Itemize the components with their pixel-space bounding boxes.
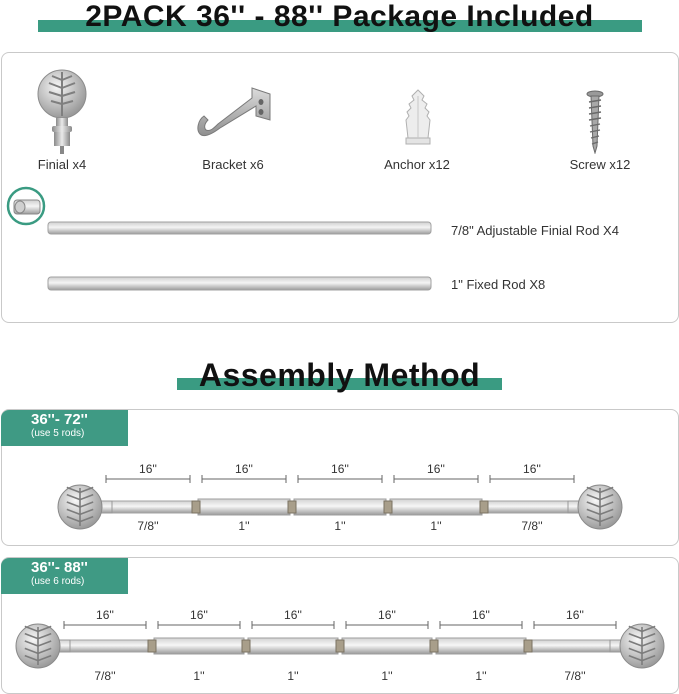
anchor-icon <box>400 88 436 150</box>
fixed-rod-section <box>248 638 338 654</box>
range-badge-2 <box>1 558 128 594</box>
anchor-label: Anchor x12 <box>384 157 450 172</box>
diameter-label: 1'' <box>334 519 346 533</box>
rod-connector <box>242 640 250 652</box>
adjustable-finial-rod <box>48 222 431 234</box>
length-label: 16'' <box>472 608 490 622</box>
fixed-rod-section <box>154 638 244 654</box>
length-label: 16'' <box>331 462 349 476</box>
diameter-label: 1'' <box>430 519 442 533</box>
length-label: 16'' <box>378 608 396 622</box>
fixed-rod-section <box>390 499 482 515</box>
screw-icon <box>585 90 605 154</box>
bracket-label: Bracket x6 <box>202 157 264 172</box>
diameter-label: 1'' <box>193 669 205 683</box>
range-badge-1 <box>1 410 128 446</box>
assembly-diagram-6-rods <box>0 603 679 691</box>
assembly-title: Assembly Method <box>198 357 481 393</box>
rod-connector <box>430 640 438 652</box>
fixed-rod-section <box>436 638 526 654</box>
fixed-rod-section <box>198 499 290 515</box>
rod-connector <box>148 640 156 652</box>
length-label: 16'' <box>139 462 157 476</box>
rod-connector <box>336 640 344 652</box>
rod-connector <box>384 501 392 513</box>
length-label: 16'' <box>566 608 584 622</box>
finial-ball-icon <box>16 624 70 668</box>
adjustable-rod-label: 7/8" Adjustable Finial Rod X4 <box>451 223 619 238</box>
length-label: 16'' <box>284 608 302 622</box>
rod-connector <box>524 640 532 652</box>
diameter-label: 7/8'' <box>521 519 543 533</box>
diameter-label: 7/8'' <box>137 519 159 533</box>
length-label: 16'' <box>427 462 445 476</box>
rod-connector <box>192 501 200 513</box>
finial-ball-icon <box>610 624 664 668</box>
assembly-diagram-5-rods <box>0 455 679 540</box>
rod-end-magnifier-icon <box>8 188 44 224</box>
rods-note-1: (use 5 rods) <box>31 428 85 439</box>
diameter-label: 7/8'' <box>564 669 586 683</box>
rod-connector <box>288 501 296 513</box>
range-text-2: 36''- 88'' <box>31 559 88 576</box>
diameter-label: 1'' <box>381 669 393 683</box>
bracket-icon <box>190 84 274 148</box>
length-label: 16'' <box>190 608 208 622</box>
diameter-label: 7/8'' <box>94 669 116 683</box>
rod-connector <box>480 501 488 513</box>
finial-icon <box>34 66 90 154</box>
screw-label: Screw x12 <box>569 157 631 172</box>
page-title: 2PACK 36'' - 88'' Package Included <box>85 0 594 33</box>
rods-note-2: (use 6 rods) <box>31 576 85 587</box>
diameter-label: 1'' <box>238 519 250 533</box>
diameter-label: 1'' <box>287 669 299 683</box>
finial-label: Finial x4 <box>37 157 87 172</box>
rod-illustrations <box>0 180 679 310</box>
finial-ball-icon <box>568 485 622 529</box>
fixed-rod-section <box>342 638 432 654</box>
fixed-rod-section <box>294 499 386 515</box>
fixed-rod-label: 1" Fixed Rod X8 <box>451 277 546 292</box>
finial-ball-icon <box>58 485 112 529</box>
length-label: 16'' <box>235 462 253 476</box>
range-text-1: 36''- 72'' <box>31 411 88 428</box>
length-label: 16'' <box>523 462 541 476</box>
diameter-label: 1'' <box>475 669 487 683</box>
length-label: 16'' <box>96 608 114 622</box>
fixed-rod <box>48 277 431 290</box>
